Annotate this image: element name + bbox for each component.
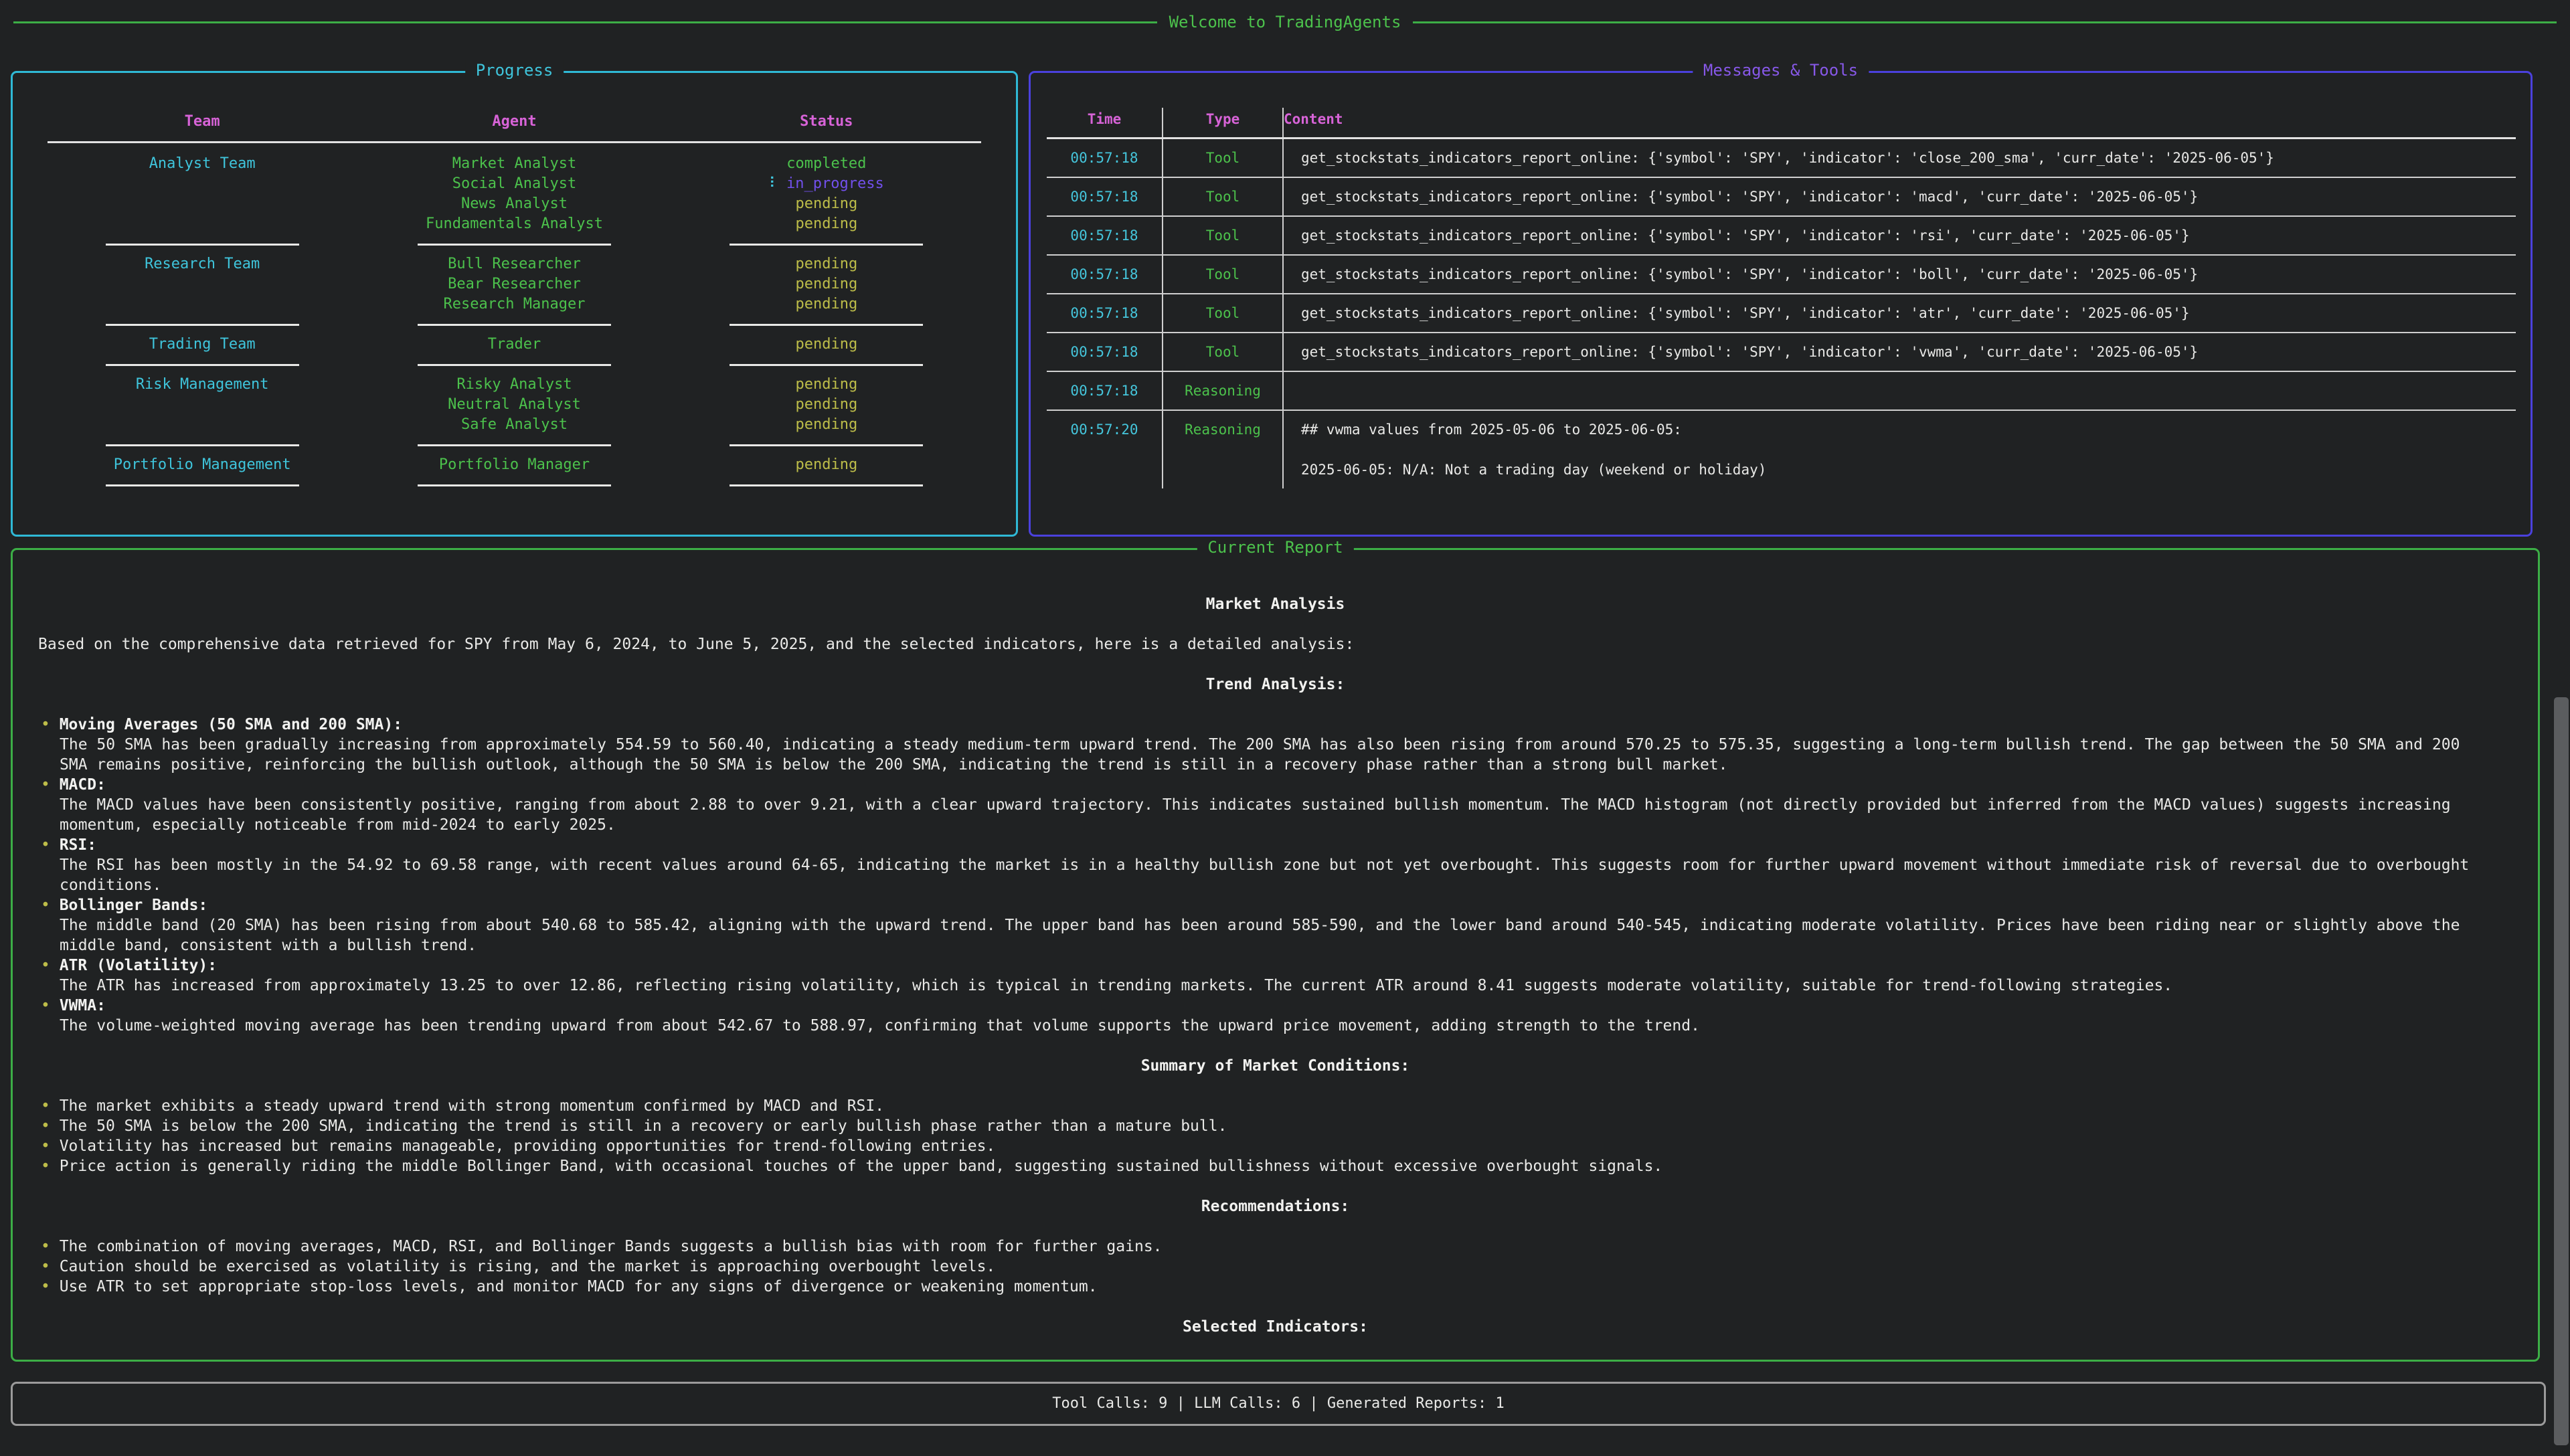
separator-line-team — [106, 364, 299, 366]
welcome-rule — [13, 11, 2557, 33]
report-text-line: The ATR has increased from approximately 13.25 to over 12.86, reflecting rising volatility, which is typical in trending markets. The current ATR around 8.41 suggests moderate volatility, suitable for trend-following strategies. — [60, 977, 2173, 994]
team-cell: Risk Management — [135, 376, 269, 393]
report-bullet-text: The 50 SMA is below the 200 SMA, indicating the trend is still in a recovery or early bullish phase rather than a mature bull. — [59, 1117, 1227, 1135]
progress-row — [46, 174, 982, 194]
agent-cell: Research Manager — [443, 296, 586, 312]
agent-cell: Market Analyst — [452, 155, 577, 172]
separator-line-agent — [418, 444, 611, 446]
report-blank-line — [13, 695, 2538, 715]
progress-panel-title: Progress — [465, 60, 564, 80]
team-cell: Research Team — [145, 256, 260, 272]
progress-group-separator — [46, 314, 982, 335]
report-bullet-text: Use ATR to set appropriate stop-loss levels, and monitor MACD for any signs of divergence or weakening momentum. — [59, 1278, 1098, 1295]
status-cell: pending — [795, 276, 858, 292]
agent-cell: Risky Analyst — [456, 376, 572, 393]
message-type: Tool — [1162, 294, 1282, 332]
message-content-line: 2025-06-05: N/A: Not a trading day (weekend or holiday) — [1301, 462, 1767, 478]
bullet-dot-icon: • — [41, 716, 60, 733]
agent-cell: Neutral Analyst — [448, 396, 581, 413]
message-type: Tool — [1162, 178, 1282, 215]
report-section-heading: Recommendations: — [1201, 1198, 1350, 1215]
message-time: 00:57:20 — [1070, 422, 1138, 438]
message-content-line: get_stockstats_indicators_report_online: {'symbol': 'SPY', 'indicator': 'vwma', 'curr_date': '2025-06-05'} — [1301, 344, 2199, 360]
scrollbar-track — [2554, 0, 2569, 1445]
progress-group-separator — [46, 355, 982, 375]
message-time: 00:57:18 — [1070, 305, 1138, 321]
report-bullet-text: Volatility has increased but remains manageable, providing opportunities for trend-following entries. — [59, 1138, 996, 1155]
report-panel — [11, 538, 2540, 1362]
report-bullet-heading: RSI: — [59, 836, 97, 854]
progress-panel — [11, 61, 1018, 537]
agent-cell: Fundamentals Analyst — [426, 215, 603, 232]
messages-table — [1047, 108, 2516, 488]
bullet-dot-icon: • — [41, 1158, 60, 1175]
report-blank-line — [13, 614, 2538, 634]
messages-row — [1047, 217, 2516, 256]
report-bullet-line — [13, 715, 2538, 735]
bullet-dot-icon: • — [41, 957, 60, 974]
spinner-icon: ⠇ — [768, 175, 780, 192]
message-type: Tool — [1162, 217, 1282, 254]
report-bullet-line — [13, 1277, 2538, 1297]
status-cell: completed — [786, 155, 867, 172]
bullet-dot-icon: • — [41, 1278, 60, 1295]
status-cell: pending — [795, 336, 858, 353]
report-blank-line — [13, 654, 2538, 674]
report-bullet-line — [13, 835, 2538, 855]
separator-line-team — [106, 244, 299, 246]
bullet-dot-icon: • — [41, 1097, 60, 1115]
report-bullet-line — [13, 1116, 2538, 1136]
rule-line-left — [13, 21, 1157, 23]
bullet-dot-icon: • — [41, 897, 60, 914]
report-bullet-line — [13, 1136, 2538, 1156]
rule-line-right — [1413, 21, 2557, 23]
progress-column-header-status: Status — [800, 113, 853, 130]
message-content-line: get_stockstats_indicators_report_online: {'symbol': 'SPY', 'indicator': 'close_200_sma', 'curr_date': '2025-06-05'} — [1301, 150, 2274, 166]
progress-table — [46, 112, 982, 495]
report-section-heading: Summary of Market Conditions: — [1140, 1057, 1410, 1075]
message-time: 00:57:18 — [1070, 344, 1138, 360]
report-section-heading: Trend Analysis: — [1205, 676, 1345, 693]
separator-line-status — [730, 324, 923, 326]
message-content-line: ## vwma values from 2025-05-06 to 2025-06-05: — [1301, 422, 1682, 438]
messages-row — [1047, 333, 2516, 372]
stats-panel — [11, 1382, 2546, 1426]
separator-line-team — [106, 324, 299, 326]
progress-header-row — [46, 112, 982, 132]
separator-line-agent — [418, 364, 611, 366]
agent-cell: Social Analyst — [452, 175, 577, 192]
agent-cell: Trader — [487, 336, 541, 353]
progress-row — [46, 395, 982, 415]
message-content — [1282, 139, 2516, 177]
report-bullet-text: Price action is generally riding the middle Bollinger Band, with occasional touches of the upper band, suggesting sustained bullishness without excessive overbought signals. — [59, 1158, 1663, 1175]
agent-cell: News Analyst — [461, 195, 568, 212]
messages-panel — [1029, 61, 2533, 537]
report-panel-title: Current Report — [1197, 537, 1353, 557]
app-title: Welcome to TradingAgents — [1169, 13, 1401, 31]
messages-panel-title: Messages & Tools — [1693, 60, 1869, 80]
separator-line-agent — [418, 484, 611, 486]
progress-column-header-team: Team — [184, 113, 220, 130]
team-cell: Trading Team — [149, 336, 256, 353]
report-text-line: The MACD values have been consistently positive, ranging from about 2.88 to over 9.21, with a clear upward trajectory. This indicates sustained bullish momentum. The MACD histogram (not directly provided but inferred from the MACD values) suggests increasing — [60, 796, 2451, 814]
progress-row — [46, 214, 982, 234]
report-blank-line — [13, 1297, 2538, 1317]
message-content-line: get_stockstats_indicators_report_online: {'symbol': 'SPY', 'indicator': 'boll', 'curr_date': '2025-06-05'} — [1301, 266, 2199, 282]
separator-line-agent — [418, 324, 611, 326]
report-bullet-heading: Bollinger Bands: — [59, 897, 208, 914]
message-content — [1282, 217, 2516, 254]
progress-row — [46, 154, 982, 174]
bullet-dot-icon: • — [41, 1258, 60, 1275]
message-content-line: get_stockstats_indicators_report_online: {'symbol': 'SPY', 'indicator': 'rsi', 'curr_date': '2025-06-05'} — [1301, 227, 2190, 244]
report-bullet-heading: ATR (Volatility): — [59, 957, 218, 974]
report-text-line: The middle band (20 SMA) has been rising from about 540.68 to 585.42, aligning with the upward trend. The upper band has been around 585-590, and the lower band around 540-545, indicating moderate volatility. Prices have been riding near or slightly above the — [60, 917, 2460, 934]
top-row — [11, 61, 2533, 537]
messages-header-row — [1047, 108, 2516, 139]
report-text-line: The volume-weighted moving average has been trending upward from about 542.67 to 588.97, confirming that volume supports the upward price movement, adding strength to the trend. — [60, 1017, 1700, 1034]
bullet-dot-icon: • — [41, 1117, 60, 1135]
report-text-line: Based on the comprehensive data retrieved for SPY from May 6, 2024, to June 5, 2025, and the selected indicators, here is a detailed analysis: — [38, 636, 1355, 653]
report-bullet-heading: Moving Averages (50 SMA and 200 SMA): — [59, 716, 403, 733]
progress-row — [46, 274, 982, 294]
message-time: 00:57:18 — [1070, 150, 1138, 166]
messages-column-header-content: Content — [1282, 108, 2516, 137]
status-cell: pending — [795, 256, 858, 272]
status-cell: ⠇ in_progress — [768, 175, 884, 192]
report-text-line: middle band, consistent with a bullish trend. — [60, 937, 477, 954]
report-bullet-line — [13, 1096, 2538, 1116]
report-body — [13, 550, 2538, 1337]
messages-row — [1047, 411, 2516, 488]
agent-cell: Safe Analyst — [461, 416, 568, 433]
bullet-dot-icon: • — [41, 776, 60, 794]
message-content-line: get_stockstats_indicators_report_online: {'symbol': 'SPY', 'indicator': 'macd', 'curr_date': '2025-06-05'} — [1301, 189, 2199, 205]
messages-row — [1047, 294, 2516, 333]
message-content — [1282, 178, 2516, 215]
report-bullet-line — [13, 1237, 2538, 1257]
report-section-heading: Market Analysis — [1205, 596, 1345, 613]
progress-row — [46, 254, 982, 274]
status-cell: pending — [795, 416, 858, 433]
agent-cell: Bear Researcher — [448, 276, 581, 292]
messages-row — [1047, 178, 2516, 217]
message-content-line: get_stockstats_indicators_report_online: {'symbol': 'SPY', 'indicator': 'atr', 'curr_date': '2025-06-05'} — [1301, 305, 2190, 321]
bullet-dot-icon: • — [41, 1238, 60, 1255]
team-cell: Analyst Team — [149, 155, 256, 172]
message-time: 00:57:18 — [1070, 227, 1138, 244]
report-bullet-text: The combination of moving averages, MACD, RSI, and Bollinger Bands suggests a bullish bias with room for further gains. — [59, 1238, 1163, 1255]
report-blank-line — [13, 1216, 2538, 1237]
message-content — [1282, 294, 2516, 332]
separator-line-status — [730, 244, 923, 246]
report-blank-line — [13, 1036, 2538, 1056]
message-content — [1282, 256, 2516, 293]
progress-group-separator — [46, 435, 982, 455]
messages-row — [1047, 372, 2516, 411]
messages-column-header-time: Time — [1087, 111, 1122, 127]
message-type: Tool — [1162, 139, 1282, 177]
progress-row — [46, 375, 982, 395]
report-section-heading: Selected Indicators: — [1183, 1318, 1368, 1336]
progress-column-header-agent: Agent — [492, 113, 537, 130]
progress-group-separator — [46, 475, 982, 495]
bullet-dot-icon: • — [41, 997, 60, 1014]
messages-row — [1047, 139, 2516, 178]
message-type: Reasoning — [1162, 411, 1282, 488]
report-bullet-line — [13, 1257, 2538, 1277]
message-content-line — [1301, 381, 2516, 401]
message-content — [1282, 372, 2516, 410]
status-cell: pending — [795, 456, 858, 473]
team-cell: Portfolio Management — [113, 456, 291, 473]
report-bullet-line — [13, 996, 2538, 1016]
report-text-line: conditions. — [60, 877, 162, 894]
report-text-line: momentum, especially noticeable from mid-2024 to early 2025. — [60, 816, 616, 834]
status-cell: pending — [795, 195, 858, 212]
message-content — [1282, 333, 2516, 371]
progress-row — [46, 335, 982, 355]
bullet-dot-icon: • — [41, 1138, 60, 1155]
progress-row — [46, 415, 982, 435]
separator-line-team — [106, 484, 299, 486]
report-bullet-text: Caution should be exercised as volatility is rising, and the market is approaching overbought levels. — [59, 1258, 996, 1275]
agent-cell: Bull Researcher — [448, 256, 581, 272]
report-text-line: The 50 SMA has been gradually increasing from approximately 554.59 to 560.40, indicating a steady medium-term upward trend. The 200 SMA has also been rising from around 570.25 to 575.35, suggesting a long-term bullish trend. The gap between the 50 SMA and 200 — [60, 736, 2460, 753]
message-time: 00:57:18 — [1070, 383, 1138, 399]
report-text-line: The RSI has been mostly in the 54.92 to 69.58 range, with recent values around 64-65, indicating the market is in a healthy bullish zone but not yet overbought. This suggests room for further upward movement without immediate risk of reversal due to overbought — [60, 856, 2470, 874]
separator-line-status — [730, 484, 923, 486]
message-content-blank-line — [1301, 440, 2516, 460]
status-cell: pending — [795, 215, 858, 232]
status-cell: pending — [795, 376, 858, 393]
agent-cell: Portfolio Manager — [438, 456, 590, 473]
separator-line-agent — [418, 244, 611, 246]
message-type: Tool — [1162, 256, 1282, 293]
message-content — [1282, 411, 2516, 488]
separator-line-status — [730, 444, 923, 446]
progress-row — [46, 294, 982, 314]
message-time: 00:57:18 — [1070, 266, 1138, 282]
messages-column-header-type: Type — [1162, 108, 1282, 137]
message-time: 00:57:18 — [1070, 189, 1138, 205]
messages-row — [1047, 256, 2516, 294]
report-blank-line — [13, 1076, 2538, 1096]
status-cell: pending — [795, 296, 858, 312]
progress-row — [46, 455, 982, 475]
report-bullet-heading: MACD: — [59, 776, 106, 794]
report-bullet-line — [13, 1156, 2538, 1176]
report-bullet-heading: VWMA: — [59, 997, 106, 1014]
report-bullet-line — [13, 955, 2538, 976]
progress-group-separator — [46, 234, 982, 254]
report-blank-line — [13, 574, 2538, 594]
report-blank-line — [13, 1176, 2538, 1196]
report-bullet-line — [13, 775, 2538, 795]
separator-line-team — [106, 444, 299, 446]
progress-header-separator — [48, 141, 981, 143]
report-bullet-line — [13, 895, 2538, 915]
stats-text: Tool Calls: 9 | LLM Calls: 6 | Generated Reports: 1 — [1052, 1395, 1505, 1412]
status-cell: pending — [795, 396, 858, 413]
separator-line-status — [730, 364, 923, 366]
scrollbar-thumb[interactable] — [2554, 697, 2569, 1445]
bullet-dot-icon: • — [41, 836, 60, 854]
progress-row — [46, 194, 982, 214]
message-type: Tool — [1162, 333, 1282, 371]
report-text-line: SMA remains positive, reinforcing the bullish outlook, although the 50 SMA is below the 200 SMA, indicating the trend is still in a recovery phase rather than a strong bull market. — [60, 756, 1728, 774]
report-bullet-text: The market exhibits a steady upward trend with strong momentum confirmed by MACD and RSI. — [59, 1097, 885, 1115]
message-type: Reasoning — [1162, 372, 1282, 410]
